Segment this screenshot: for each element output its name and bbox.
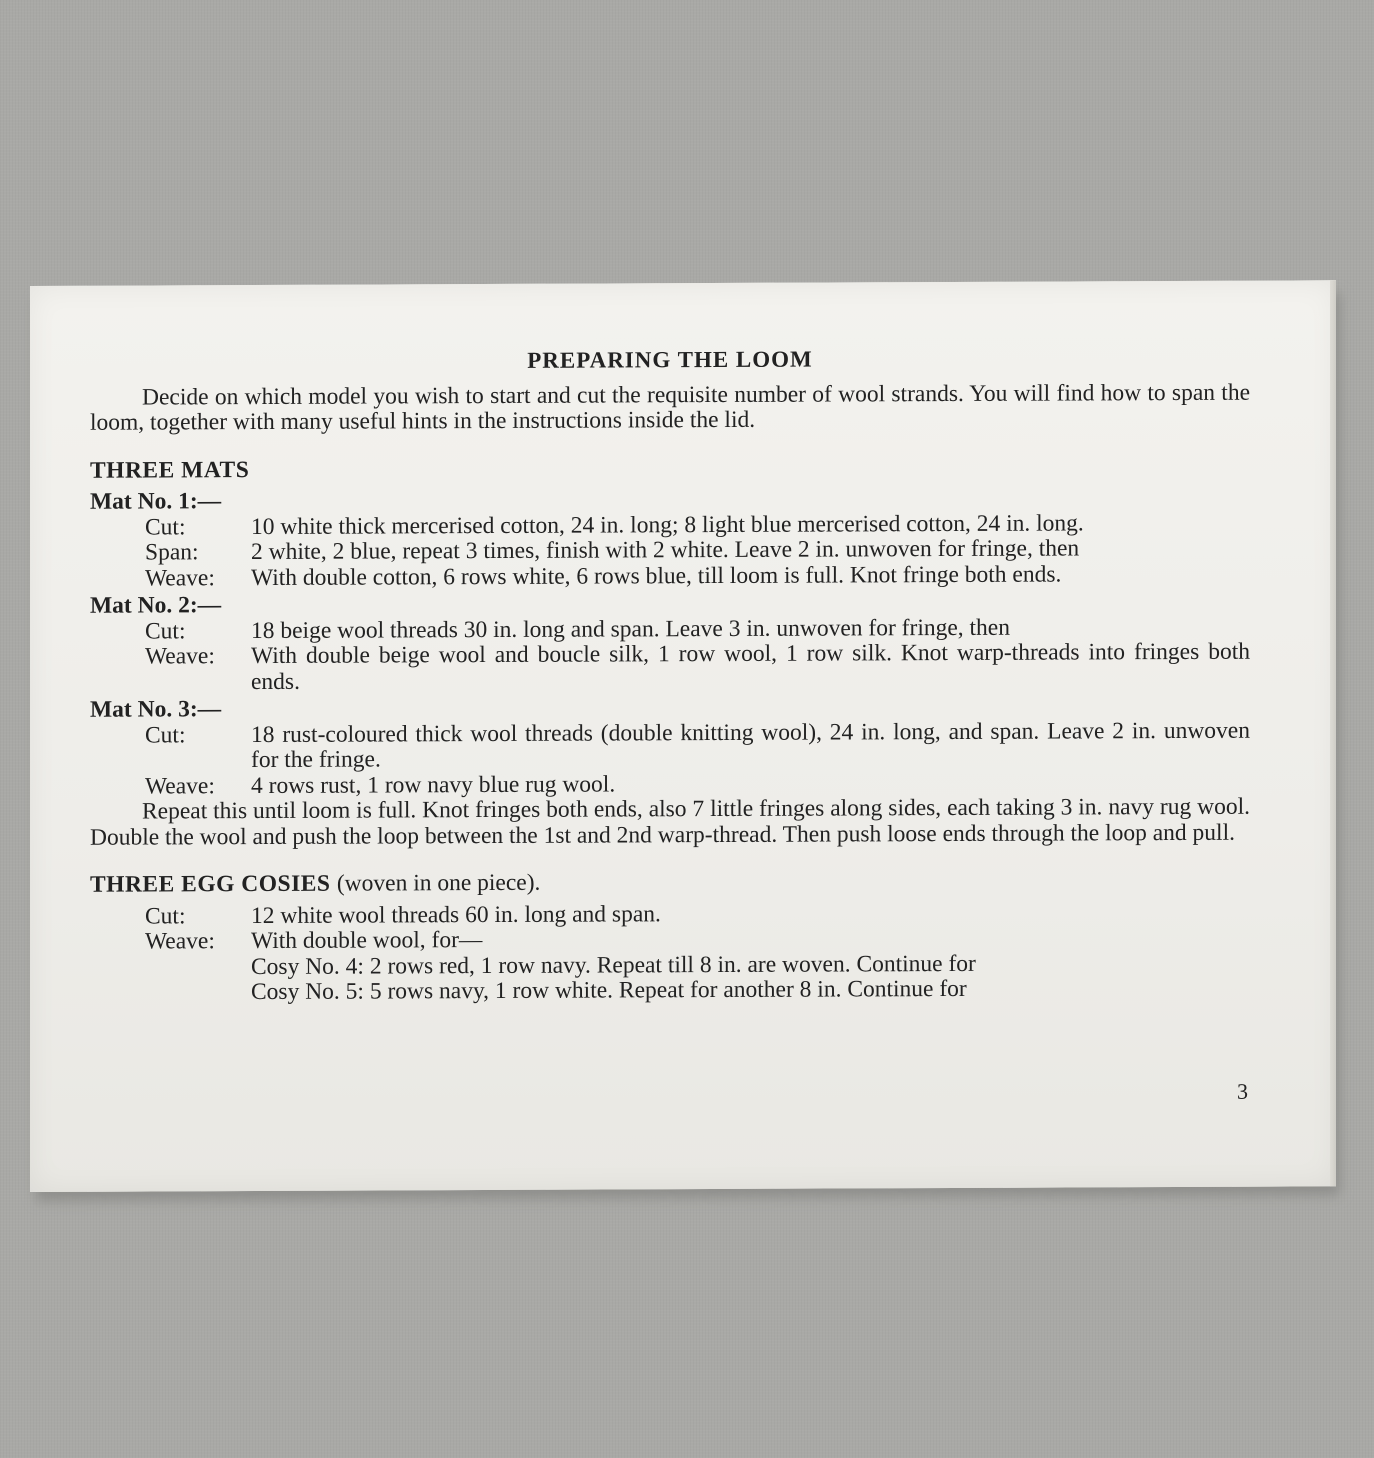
weave-label: Weave: [145,643,215,670]
cosies-weave-text: With double wool, for— [251,927,483,955]
weave-label: Weave: [145,772,215,799]
cosies-weave-row [90,925,1250,956]
mat3-repeat-paragraph: Repeat this until loom is full. Knot fringes both ends, also 7 little fringes along sides, each taking 3 in. navy rug wool. Double the wool and push the loop between the 1st and 2nd warp-thread. Then push loose ends through the loop and pull. [90,793,1250,851]
cosy4-line: Cosy No. 4: 2 rows red, 1 row navy. Repeat till 8 in. are woven. Continue for [251,950,976,980]
cosies-heading-note: (woven in one piece). [336,869,541,897]
mat3-heading: Mat No. 3:— [90,696,222,723]
mat1-weave-row [90,561,1250,592]
mat3-cut-text: 18 rust-coloured thick wool threads (double knitting wool), 24 in. long, and span. Leave 2 in. unwoven for the fringe. [251,717,1250,774]
page-title: PREPARING THE LOOM [527,346,813,373]
mat1-heading: Mat No. 1:— [90,488,222,515]
booklet-page [30,280,1336,1192]
cosies-heading-text: THREE EGG COSIES [90,870,331,898]
section-heading-mats: THREE MATS [90,456,250,484]
page-edge [1330,280,1336,1186]
page-content [90,345,1250,1007]
mat3-weave-text: 4 rows rust, 1 row navy blue rug wool. [251,770,616,799]
mat1-span-text: 2 white, 2 blue, repeat 3 times, finish with 2 white. Leave 2 in. unwoven for fringe, then [251,535,1080,566]
mat1-weave-text: With double cotton, 6 rows white, 6 rows blue, till loom is full. Knot fringe both ends. [251,560,1062,591]
mat2-cut-text: 18 beige wool threads 30 in. long and span. Leave 3 in. unwoven for fringe, then [251,614,1010,644]
cut-label: Cut: [145,721,186,748]
intro-paragraph: Decide on which model you wish to start and cut the requisite number of wool strands. You will find how to span the loom, together with many useful hints in the instructions inside the lid. [90,379,1250,436]
cosies-cut-text: 12 white wool threads 60 in. long and span. [251,900,661,929]
page-number: 3 [1237,1078,1248,1104]
cut-label: Cut: [145,617,186,644]
weave-label: Weave: [145,564,215,591]
mat1-cut-text: 10 white thick mercerised cotton, 24 in. long; 8 light blue mercerised cotton, 24 in. long. [251,509,1084,540]
cut-label: Cut: [145,513,186,540]
span-label: Span: [145,539,199,566]
weave-label: Weave: [145,928,215,955]
cut-label: Cut: [145,902,186,929]
mat2-heading: Mat No. 2:— [90,592,222,619]
section-heading-cosies [90,868,1250,899]
mat3-cut-row [90,718,1250,774]
mat2-weave-row [90,640,1250,696]
mat2-weave-text: With double beige wool and boucle silk, 1 row wool, 1 row silk. Knot warp-threads into fringes both ends. [251,638,1250,695]
cosy5-line: Cosy No. 5: 5 rows navy, 1 row white. Repeat for another 8 in. Continue for [251,975,967,1006]
